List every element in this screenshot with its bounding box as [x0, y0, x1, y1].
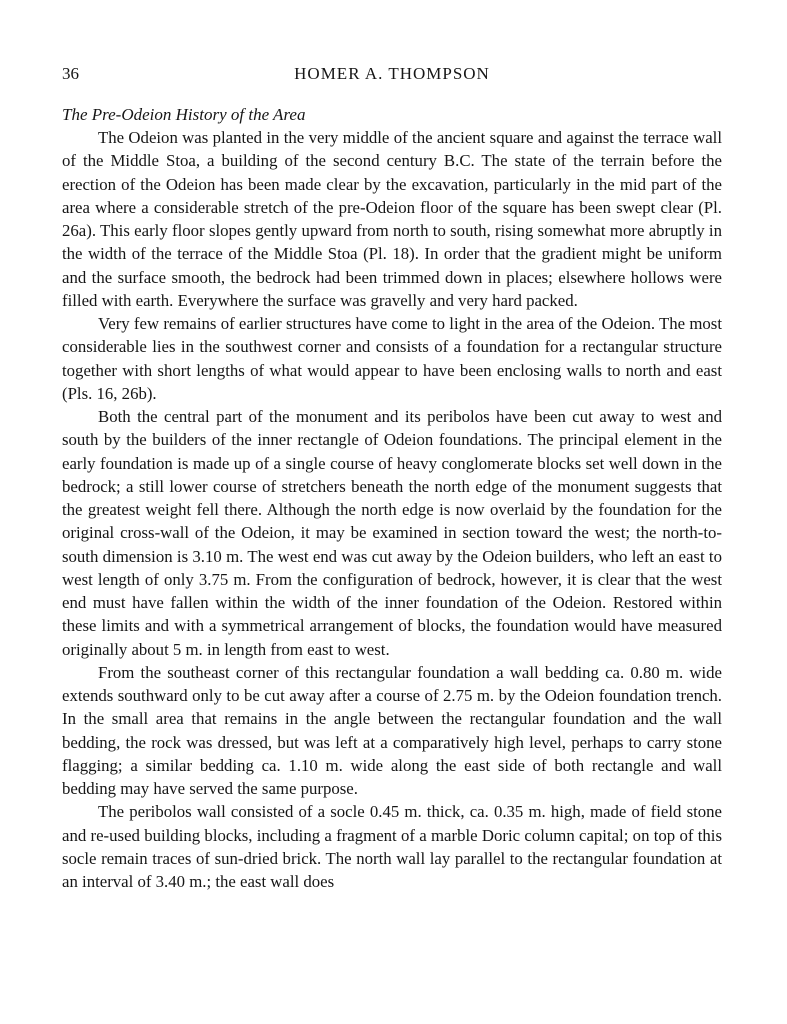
paragraph-1: The Odeion was planted in the very middle of the ancient square and against the terrace wall of the Middle Stoa, a building of the second century B.C. The state of the terrain before the erection of the Odeion has been made clear by the excavation, particularly in the mid part of the area where a considerable stretch of the pre-Odeion floor of the square has been swept clear (Pl. 26a). This early floor slopes gently upward from north to south, rising somewhat more abruptly in the width of the terrace of the Middle Stoa (Pl. 18). In order that the gradient might be uniform and the surface smooth, the bedrock had been trimmed down in places; elsewhere hollows were filled with earth. Everywhere the surface was gravelly and very hard packed.: [62, 128, 722, 310]
running-title: HOMER A. THOMPSON: [294, 64, 490, 83]
running-header: [62, 62, 722, 86]
document-page: [62, 62, 722, 893]
section-heading: The Pre-Odeion History of the Area: [62, 105, 306, 124]
paragraph-5: The peribolos wall consisted of a socle 0.45 m. thick, ca. 0.35 m. high, made of field stone and re-used building blocks, including a fragment of a marble Doric column capital; on top of this socle remain traces of sun-dried brick. The north wall lay parallel to the rectangular foundation at an interval of 3.40 m.; the east wall does: [62, 802, 722, 891]
page-number: 36: [62, 64, 79, 83]
body-text: [62, 126, 722, 893]
paragraph-3: Both the central part of the monument and its peribolos have been cut away to west and south by the builders of the inner rectangle of Odeion foundations. The principal element in the early foundation is made up of a single course of heavy conglomerate blocks set well down in the bedrock; a still lower course of stretchers beneath the north edge of the monument suggests that the greatest weight fell there. Although the north edge is now overlaid by the foundation for the original cross-wall of the Odeion, it may be examined in section toward the west; the north-to-south dimension is 3.10 m. The west end was cut away by the Odeion builders, who left an east to west length of only 3.75 m. From the configuration of bedrock, however, it is clear that the west end must have fallen within the width of the inner foundation of the Odeion. Restored within these limits and with a symmetrical arrangement of blocks, the foundation would have measured originally about 5 m. in length from east to west.: [62, 407, 722, 659]
paragraph-2: Very few remains of earlier structures have come to light in the area of the Odeion. The most considerable lies in the southwest corner and consists of a foundation for a rectangular structure together with short lengths of what would appear to have been enclosing walls to north and east (Pls. 16, 26b).: [62, 314, 722, 403]
paragraph-4: From the southeast corner of this rectangular foundation a wall bedding ca. 0.80 m. wide extends southward only to be cut away after a course of 2.75 m. by the Odeion foundation trench. In the small area that remains in the angle between the rectangular foundation and the wall bedding, the rock was dressed, but was left at a comparatively high level, perhaps to carry stone flagging; a similar bedding ca. 1.10 m. wide along the east side of both rectangle and wall bedding may have served the same purpose.: [62, 662, 722, 798]
